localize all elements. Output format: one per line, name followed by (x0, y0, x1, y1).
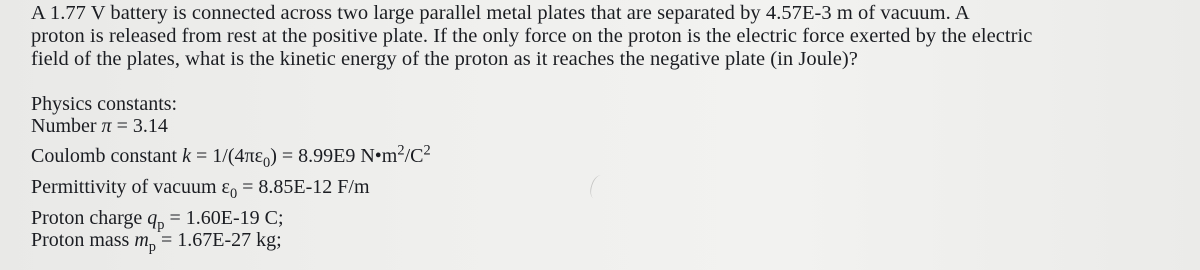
constant-proton-charge-sub: p (157, 217, 165, 233)
constant-permittivity-value: = 8.85E-12 F/m (237, 176, 370, 198)
constants-title: Physics constants: (31, 93, 178, 115)
constant-proton-charge-label: Proton charge (31, 207, 143, 229)
constant-pi-symbol: π (101, 115, 112, 137)
constant-pi-value: = 3.14 (111, 115, 168, 137)
constant-permittivity-sub: 0 (229, 186, 238, 202)
constant-proton-mass (31, 229, 282, 255)
question-line-1: A 1.77 V battery is connected across two large parallel metal plates that are separated by 4.57E-3 m of vacuum. A (31, 2, 970, 24)
constant-proton-mass-value: = 1.67E-27 kg; (156, 229, 282, 251)
constant-proton-charge-value: = 1.60E-19 C; (164, 207, 284, 229)
constant-coulomb-expr: = 1/(4πε (191, 145, 263, 167)
constant-permittivity-label: Permittivity of vacuum (31, 176, 217, 198)
constant-proton-mass-label: Proton mass (31, 229, 130, 251)
constant-proton-charge-symbol: q (147, 207, 158, 229)
constant-coulomb-label: Coulomb constant (31, 145, 178, 167)
constant-coulomb (31, 142, 431, 171)
question-line-3: field of the plates, what is the kinetic energy of the proton as it reaches the negative plate (in Joule)? (31, 48, 858, 70)
question-text (31, 2, 1161, 71)
constant-coulomb-symbol: k (182, 145, 191, 167)
constant-pi-label: Number (31, 115, 97, 137)
constant-proton-mass-sub: p (148, 239, 156, 255)
constant-coulomb-per: /C (404, 145, 424, 167)
constant-proton-charge (31, 207, 284, 233)
question-line-2: proton is released from rest at the positive plate. If the only force on the proton is the electric force exerted by the electric (31, 25, 1033, 47)
constant-coulomb-value: ) = 8.99E9 N•m (270, 145, 398, 167)
constant-proton-mass-symbol: m (134, 229, 149, 251)
constant-coulomb-sup2: 2 (423, 142, 431, 159)
constant-coulomb-sup1: 2 (397, 142, 405, 159)
constant-coulomb-sub: 0 (263, 155, 271, 171)
constant-permittivity-symbol: ε (221, 176, 230, 198)
constant-pi (31, 115, 168, 137)
pen-mark (588, 174, 608, 201)
constant-permittivity (31, 176, 370, 202)
